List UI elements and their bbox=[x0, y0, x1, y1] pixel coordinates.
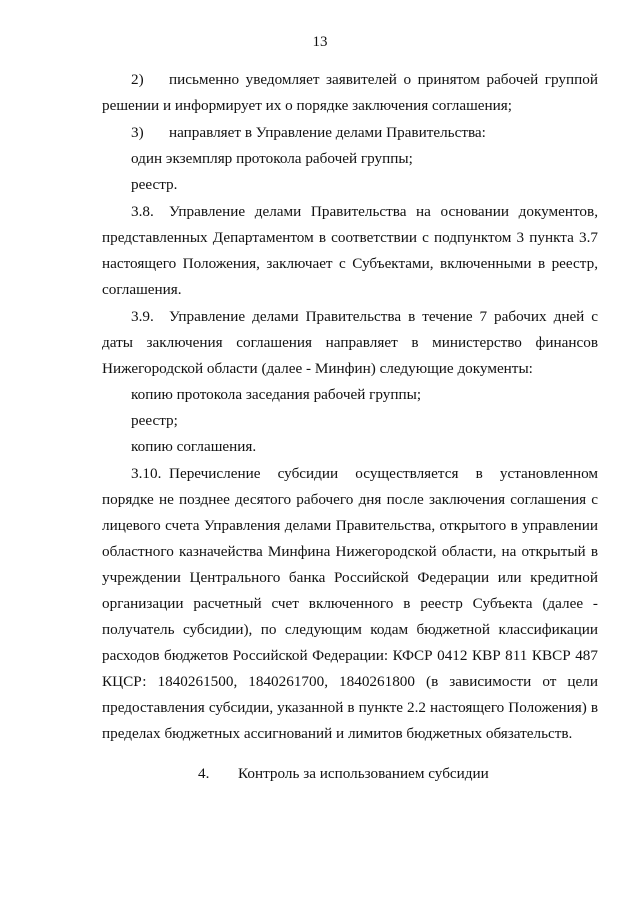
list-item-line bbox=[131, 71, 598, 89]
line-text: Управление делами Правительства на основании документов, bbox=[169, 203, 598, 220]
text-line: соглашения. bbox=[102, 281, 182, 298]
line-text: направляет в Управление делами Правительства: bbox=[169, 124, 486, 141]
text-line: учреждении Центрального банка Российской Федерации или кредитной bbox=[102, 569, 598, 586]
line-text: Управление делами Правительства в течение 7 рабочих дней с bbox=[169, 308, 598, 325]
line-text: письменно уведомляет заявителей о принятом рабочей группой bbox=[169, 71, 598, 88]
clause-number: 3.10. bbox=[131, 465, 162, 482]
clause-number: 3.9. bbox=[131, 308, 154, 325]
page-number: 13 bbox=[312, 34, 328, 50]
text-line: копию соглашения. bbox=[131, 438, 257, 455]
list-item-number: 2) bbox=[131, 71, 144, 88]
text-line: КЦСР: 1840261500, 1840261700, 1840261800 (в зависимости от цели bbox=[102, 673, 598, 690]
text-line: областного казначейства Минфина Нижегородской области, на открытый в bbox=[102, 543, 598, 560]
text-line: реестр. bbox=[131, 176, 178, 193]
text-line: один экземпляр протокола рабочей группы; bbox=[131, 150, 413, 167]
text-line: копию протокола заседания рабочей группы; bbox=[131, 386, 422, 403]
clause-line bbox=[131, 308, 598, 326]
line-text: Перечисление субсидии осуществляется в установленном bbox=[169, 465, 598, 482]
section-number: 4. bbox=[198, 765, 210, 782]
clause-line bbox=[131, 203, 598, 221]
list-item-number: 3) bbox=[131, 124, 144, 141]
clause-line bbox=[131, 465, 598, 483]
clause-number: 3.8. bbox=[131, 203, 154, 220]
list-item-line bbox=[131, 124, 598, 142]
text-line: пределах бюджетных ассигнований и лимитов бюджетных обязательств. bbox=[102, 725, 573, 742]
text-line: порядке не позднее десятого рабочего дня после заключения соглашения с bbox=[102, 491, 598, 508]
text-line: получатель субсидии), по следующим кодам бюджетной классификации bbox=[102, 621, 598, 638]
text-line: предоставления субсидии, указанной в пункте 2.2 настоящего Положения) в bbox=[102, 699, 598, 716]
text-line: реестр; bbox=[131, 412, 178, 429]
text-line: расходов бюджетов Российской Федерации: КФСР 0412 КВР 811 КВСР 487 bbox=[102, 647, 598, 664]
text-line: настоящего Положения, заключает с Субъектами, включенными в реестр, bbox=[102, 255, 598, 272]
text-line: Нижегородской области (далее - Минфин) следующие документы: bbox=[102, 360, 533, 377]
text-line: представленных Департаментом в соответствии с подпунктом 3 пункта 3.7 bbox=[102, 229, 598, 246]
text-line: решении и информирует их о порядке заключения соглашения; bbox=[102, 97, 512, 114]
section-title: Контроль за использованием субсидии bbox=[238, 765, 489, 782]
text-line: даты заключения соглашения направляет в министерство финансов bbox=[102, 334, 598, 351]
text-line: лицевого счета Управления делами Правительства, открытого в управлении bbox=[102, 517, 598, 534]
text-line: организации расчетный счет включенного в реестр Субъекта (далее - bbox=[102, 595, 598, 612]
